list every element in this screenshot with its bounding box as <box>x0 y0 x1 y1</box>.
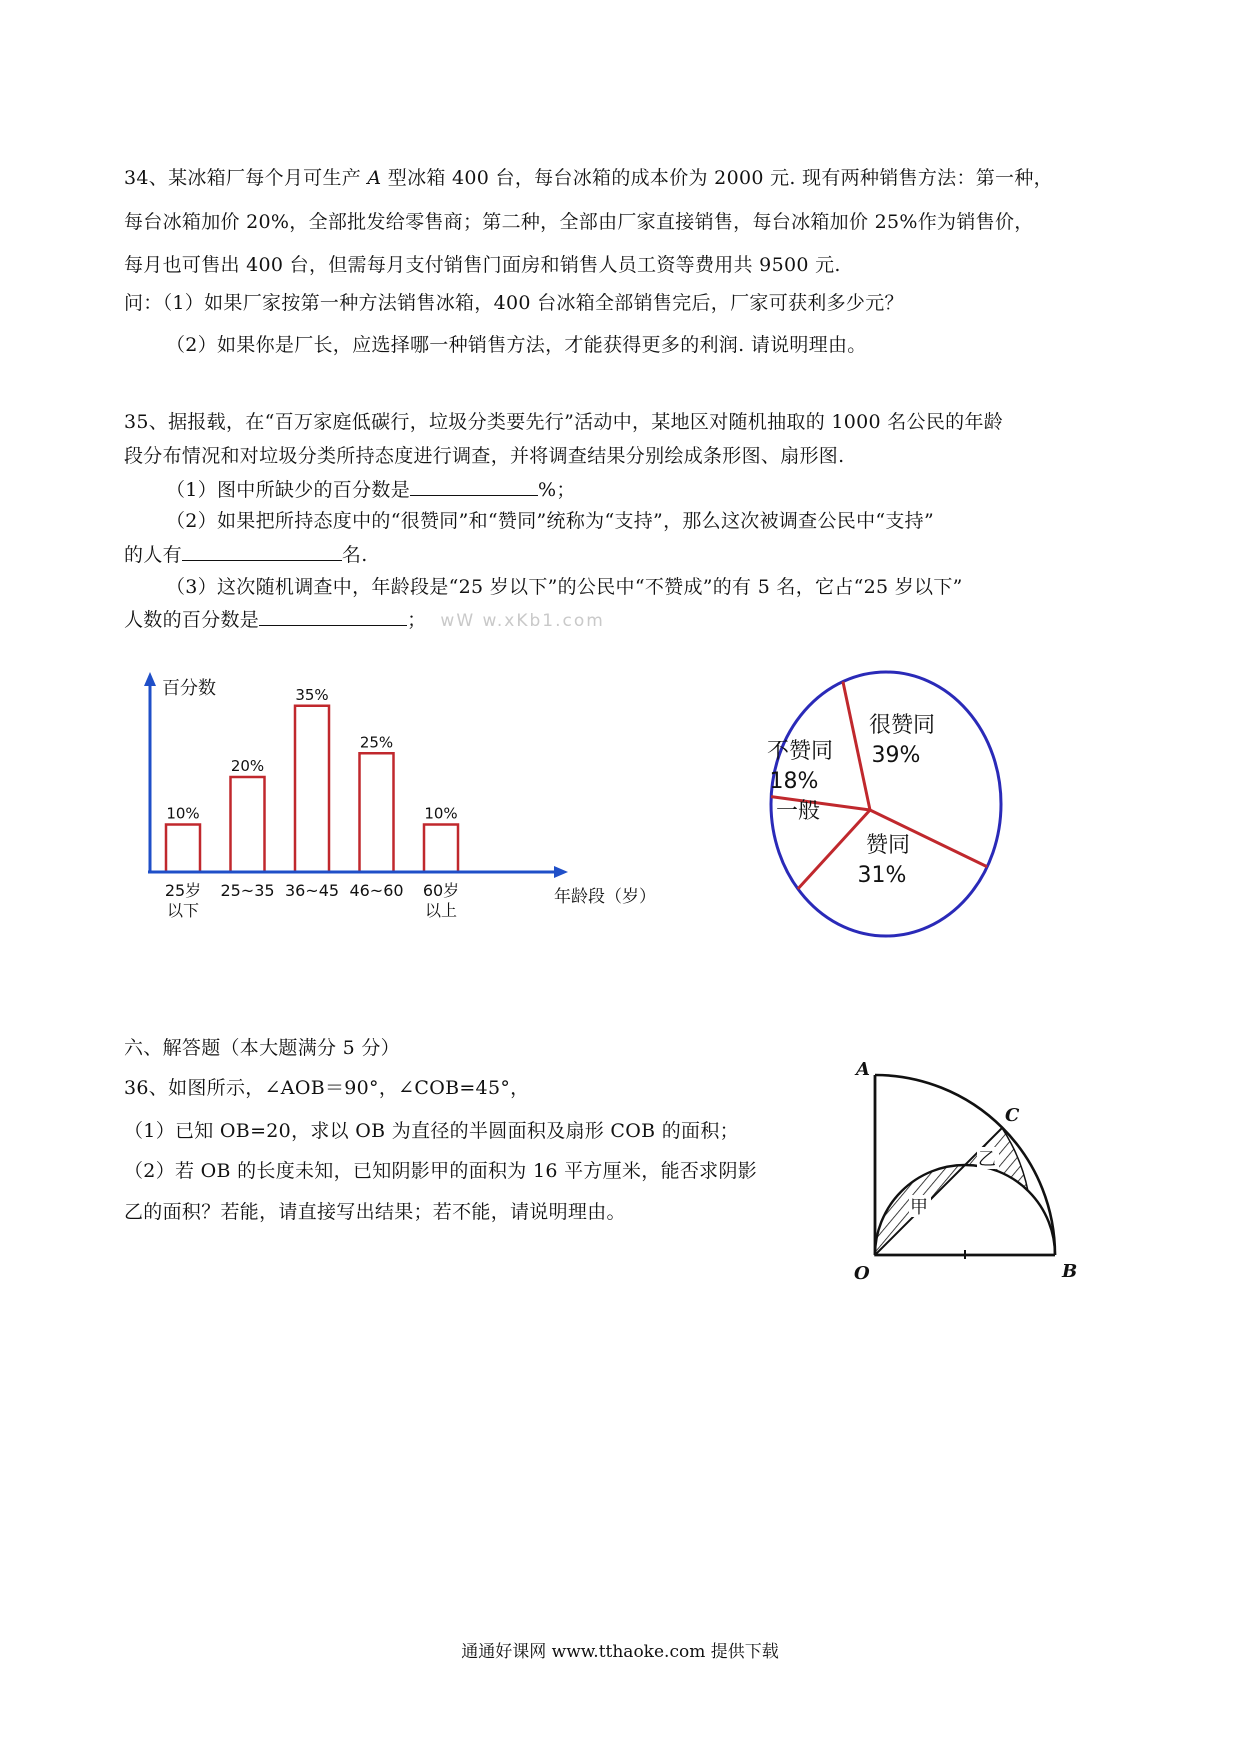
geometry-figure <box>850 1045 1100 1285</box>
bar-chart-y-label: 百分数 <box>162 678 216 699</box>
bar-category-label-0-0: 25岁 <box>164 881 202 900</box>
bar-category-label-4-0: 60岁 <box>422 881 460 900</box>
q35-line-1: 35、据报载，在“百万家庭低碳行，垃圾分类要先行”活动中，某地区对随机抽取的 1000 名公民的年龄 <box>124 411 1004 433</box>
q36-part-2-cont: 乙的面积？若能，请直接写出结果；若不能，请说明理由。 <box>124 1201 626 1223</box>
q34-question-1: 问：（1）如果厂家按第一种方法销售冰箱，400 台冰箱全部销售完后，厂家可获利多少元？ <box>124 292 904 314</box>
bar-2 <box>295 706 329 872</box>
point-label-c: C <box>1005 1105 1020 1126</box>
q34-question-2: （2）如果你是厂长，应选择哪一种销售方法，才能获得更多的利润. 请说明理由。 <box>166 334 867 356</box>
q35-part-3-cont: 人数的百分数是 ； wW w.xKb1.com <box>124 609 605 631</box>
pie-value-1: 31% <box>857 863 907 888</box>
bar-3 <box>360 753 394 872</box>
section-6-heading: 六、解答题（本大题满分 5 分） <box>124 1037 400 1059</box>
label-jia: 甲 <box>910 1197 928 1218</box>
bar-chart-x-label: 年龄段（岁） <box>554 887 656 907</box>
answer-blank-2[interactable] <box>182 542 342 561</box>
bar-4 <box>424 825 458 873</box>
attitude-pie-chart <box>756 670 1016 940</box>
q34-line-2: 每台冰箱加价 20%，全部批发给零售商；第二种，全部由厂家直接销售，每台冰箱加价 25%作为销售价， <box>124 211 1034 233</box>
bar-data-label-2: 35% <box>295 685 329 704</box>
pie-label-1: 赞同 <box>865 833 911 858</box>
pie-label-2: 一般 <box>775 799 821 824</box>
point-label-b: B <box>1062 1261 1078 1282</box>
answer-blank-3[interactable] <box>259 607 407 626</box>
pie-label-0: 很赞同 <box>868 713 936 738</box>
q35-part-1: （1）图中所缺少的百分数是 %； <box>166 479 576 501</box>
bar-category-label-2-0: 36~45 <box>284 881 340 900</box>
bar-category-label-0-1: 以下 <box>166 901 200 920</box>
q34-line-3: 每月也可售出 400 台，但需每月支付销售门面房和销售人员工资等费用共 9500 元. <box>124 254 841 276</box>
bar-1 <box>231 777 265 872</box>
pie-value-3: 18% <box>769 769 819 794</box>
watermark: wW w.xKb1.com <box>440 611 605 631</box>
pie-label-3: 不赞同 <box>766 739 834 764</box>
q34-line-1: 34、某冰箱厂每个月可生产 A 型冰箱 400 台，每台冰箱的成本价为 2000 元. 现有两种销售方法：第一种， <box>124 167 1053 189</box>
point-label-o: O <box>854 1263 870 1284</box>
bar-chart-x-arrow <box>554 866 568 878</box>
footer: 通通好课网 www.tthaoke.com 提供下载 <box>461 1642 779 1662</box>
answer-blank-1[interactable] <box>410 477 538 496</box>
pie-value-0: 39% <box>871 743 921 768</box>
label-yi: 乙 <box>978 1149 996 1170</box>
q36-part-2: （2）若 OB 的长度未知，已知阴影甲的面积为 16 平方厘米，能否求阴影 <box>124 1160 758 1182</box>
bar-0 <box>166 825 200 873</box>
bar-data-label-0: 10% <box>166 804 200 823</box>
bar-data-label-1: 20% <box>230 757 265 775</box>
bar-category-label-3-0: 46~60 <box>349 881 404 900</box>
bar-category-label-1-0: 25~35 <box>220 881 275 900</box>
q36-part-1: （1）已知 OB=20，求以 OB 为直径的半圆面积及扇形 COB 的面积； <box>124 1120 739 1142</box>
q35-part-2-cont: 的人有 名. <box>124 544 368 566</box>
bar-data-label-3: 25% <box>359 733 394 752</box>
point-label-a: A <box>856 1059 870 1080</box>
bar-category-label-4-1: 以上 <box>424 901 458 920</box>
age-bar-chart <box>130 670 670 940</box>
q35-part-2: （2）如果把所持态度中的“很赞同”和“赞同”统称为“支持”，那么这次被调查公民中“支持” <box>166 510 934 532</box>
bar-data-label-4: 10% <box>424 804 458 823</box>
bar-chart-y-arrow <box>144 672 156 686</box>
q35-line-2: 段分布情况和对垃圾分类所持态度进行调查，并将调查结果分别绘成条形图、扇形图. <box>124 445 845 467</box>
q36-line-1: 36、如图所示，∠AOB＝90°，∠COB=45°， <box>124 1077 530 1099</box>
q35-part-3: （3）这次随机调查中，年龄段是“25 岁以下”的公民中“不赞成”的有 5 名，它占“25 岁以下” <box>166 576 963 598</box>
